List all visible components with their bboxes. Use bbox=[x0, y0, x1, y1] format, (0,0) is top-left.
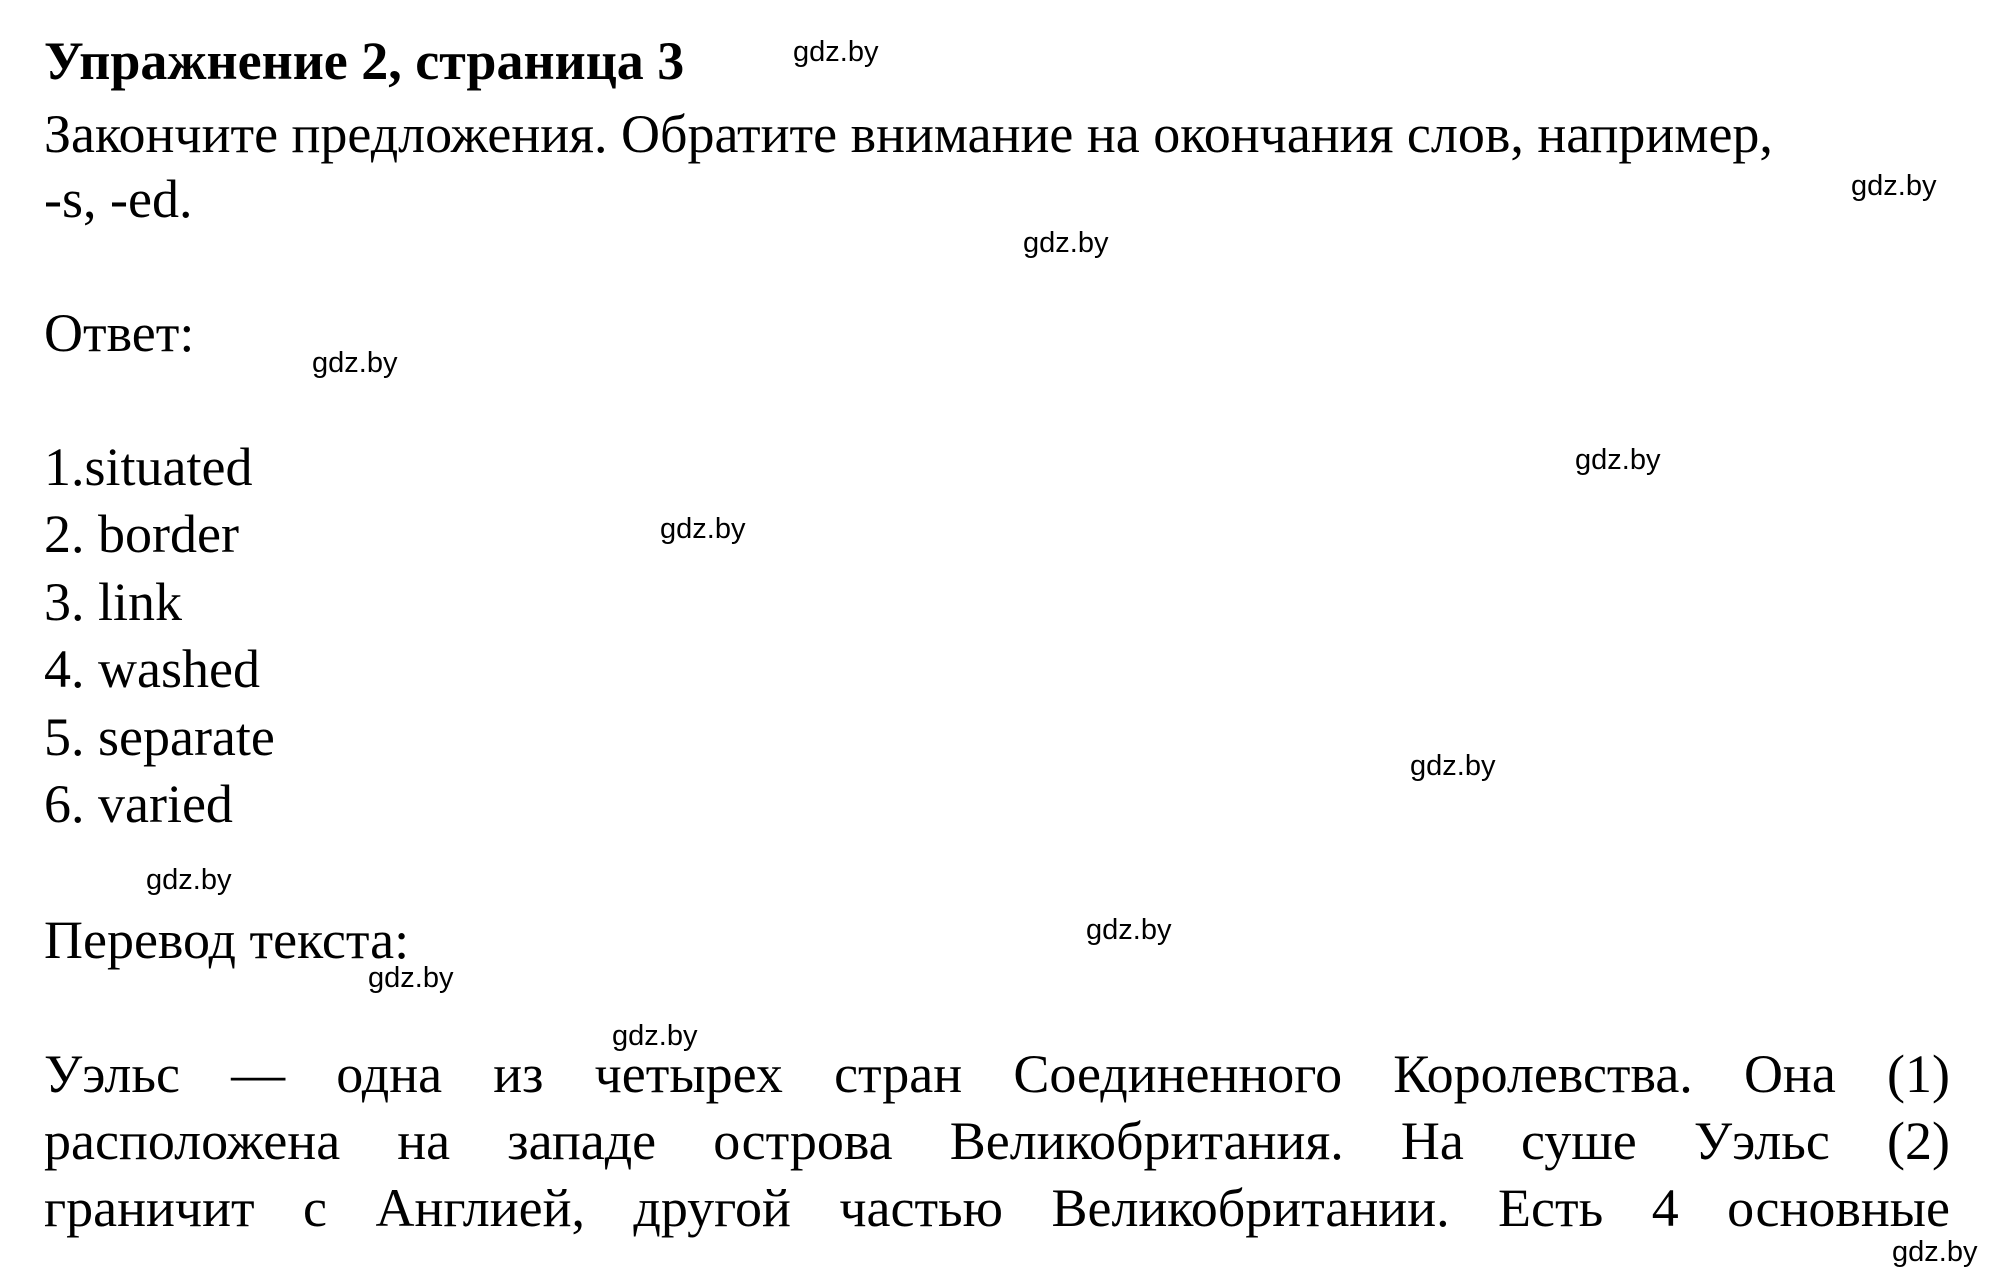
translation-word: с bbox=[303, 1178, 327, 1238]
translation-word: — bbox=[231, 1044, 286, 1104]
translation-word: расположена bbox=[44, 1111, 341, 1171]
answer-item-6: 6. varied bbox=[44, 774, 233, 834]
watermark: gdz.by bbox=[368, 962, 454, 994]
translation-word: Великобритании. bbox=[1051, 1178, 1450, 1238]
watermark: gdz.by bbox=[1410, 750, 1496, 782]
translation-word: (2) bbox=[1886, 1111, 1950, 1171]
translation-word: Она bbox=[1743, 1044, 1836, 1104]
translation-word: западе bbox=[507, 1111, 657, 1171]
watermark: gdz.by bbox=[793, 36, 879, 68]
answer-item-2: 2. border bbox=[44, 504, 239, 564]
translation-word: граничит bbox=[44, 1178, 255, 1238]
translation-line-3 bbox=[44, 1178, 1950, 1238]
watermark: gdz.by bbox=[612, 1020, 698, 1052]
translation-line-2 bbox=[44, 1111, 1950, 1171]
watermark: gdz.by bbox=[660, 513, 746, 545]
translation-word: (1) bbox=[1886, 1044, 1950, 1104]
watermark: gdz.by bbox=[1851, 170, 1937, 202]
watermark: gdz.by bbox=[1892, 1236, 1978, 1268]
watermark: gdz.by bbox=[1023, 227, 1109, 259]
watermark: gdz.by bbox=[312, 347, 398, 379]
translation-word: одна bbox=[336, 1044, 443, 1104]
translation-word: 4 bbox=[1651, 1178, 1679, 1238]
translation-word: четырех bbox=[594, 1044, 783, 1104]
watermark: gdz.by bbox=[1086, 914, 1172, 946]
translation-word: из bbox=[493, 1044, 544, 1104]
answer-label: Ответ: bbox=[44, 303, 195, 363]
answer-item-1: 1.situated bbox=[44, 437, 253, 497]
translation-word: Уэльс bbox=[1693, 1111, 1830, 1171]
instruction-line-2: -s, -ed. bbox=[44, 169, 193, 229]
translation-word: Уэльс bbox=[44, 1044, 180, 1104]
answer-item-5: 5. separate bbox=[44, 707, 275, 767]
translation-line-1 bbox=[44, 1044, 1950, 1104]
translation-label: Перевод текста: bbox=[44, 910, 410, 970]
watermark: gdz.by bbox=[1575, 444, 1661, 476]
instruction-line-1: Закончите предложения. Обратите внимание на окончания слов, например, bbox=[44, 104, 1773, 164]
answer-item-4: 4. washed bbox=[44, 639, 260, 699]
translation-word: стран bbox=[834, 1044, 963, 1104]
translation-word: частью bbox=[839, 1178, 1004, 1238]
watermark: gdz.by bbox=[146, 864, 232, 896]
translation-word: Есть bbox=[1498, 1178, 1604, 1238]
answer-item-3: 3. link bbox=[44, 572, 183, 632]
translation-word: Королевства. bbox=[1393, 1044, 1693, 1104]
translation-word: суше bbox=[1520, 1111, 1637, 1171]
exercise-title: Упражнение 2, страница 3 bbox=[44, 31, 685, 91]
translation-word: Соединенного bbox=[1013, 1044, 1343, 1104]
translation-word: на bbox=[397, 1111, 451, 1171]
translation-word: основные bbox=[1727, 1178, 1950, 1238]
translation-word: Великобритания. bbox=[949, 1111, 1344, 1171]
translation-word: Англией, bbox=[375, 1178, 585, 1238]
translation-word: другой bbox=[633, 1178, 791, 1238]
translation-word: На bbox=[1400, 1111, 1464, 1171]
translation-word: острова bbox=[713, 1111, 893, 1171]
